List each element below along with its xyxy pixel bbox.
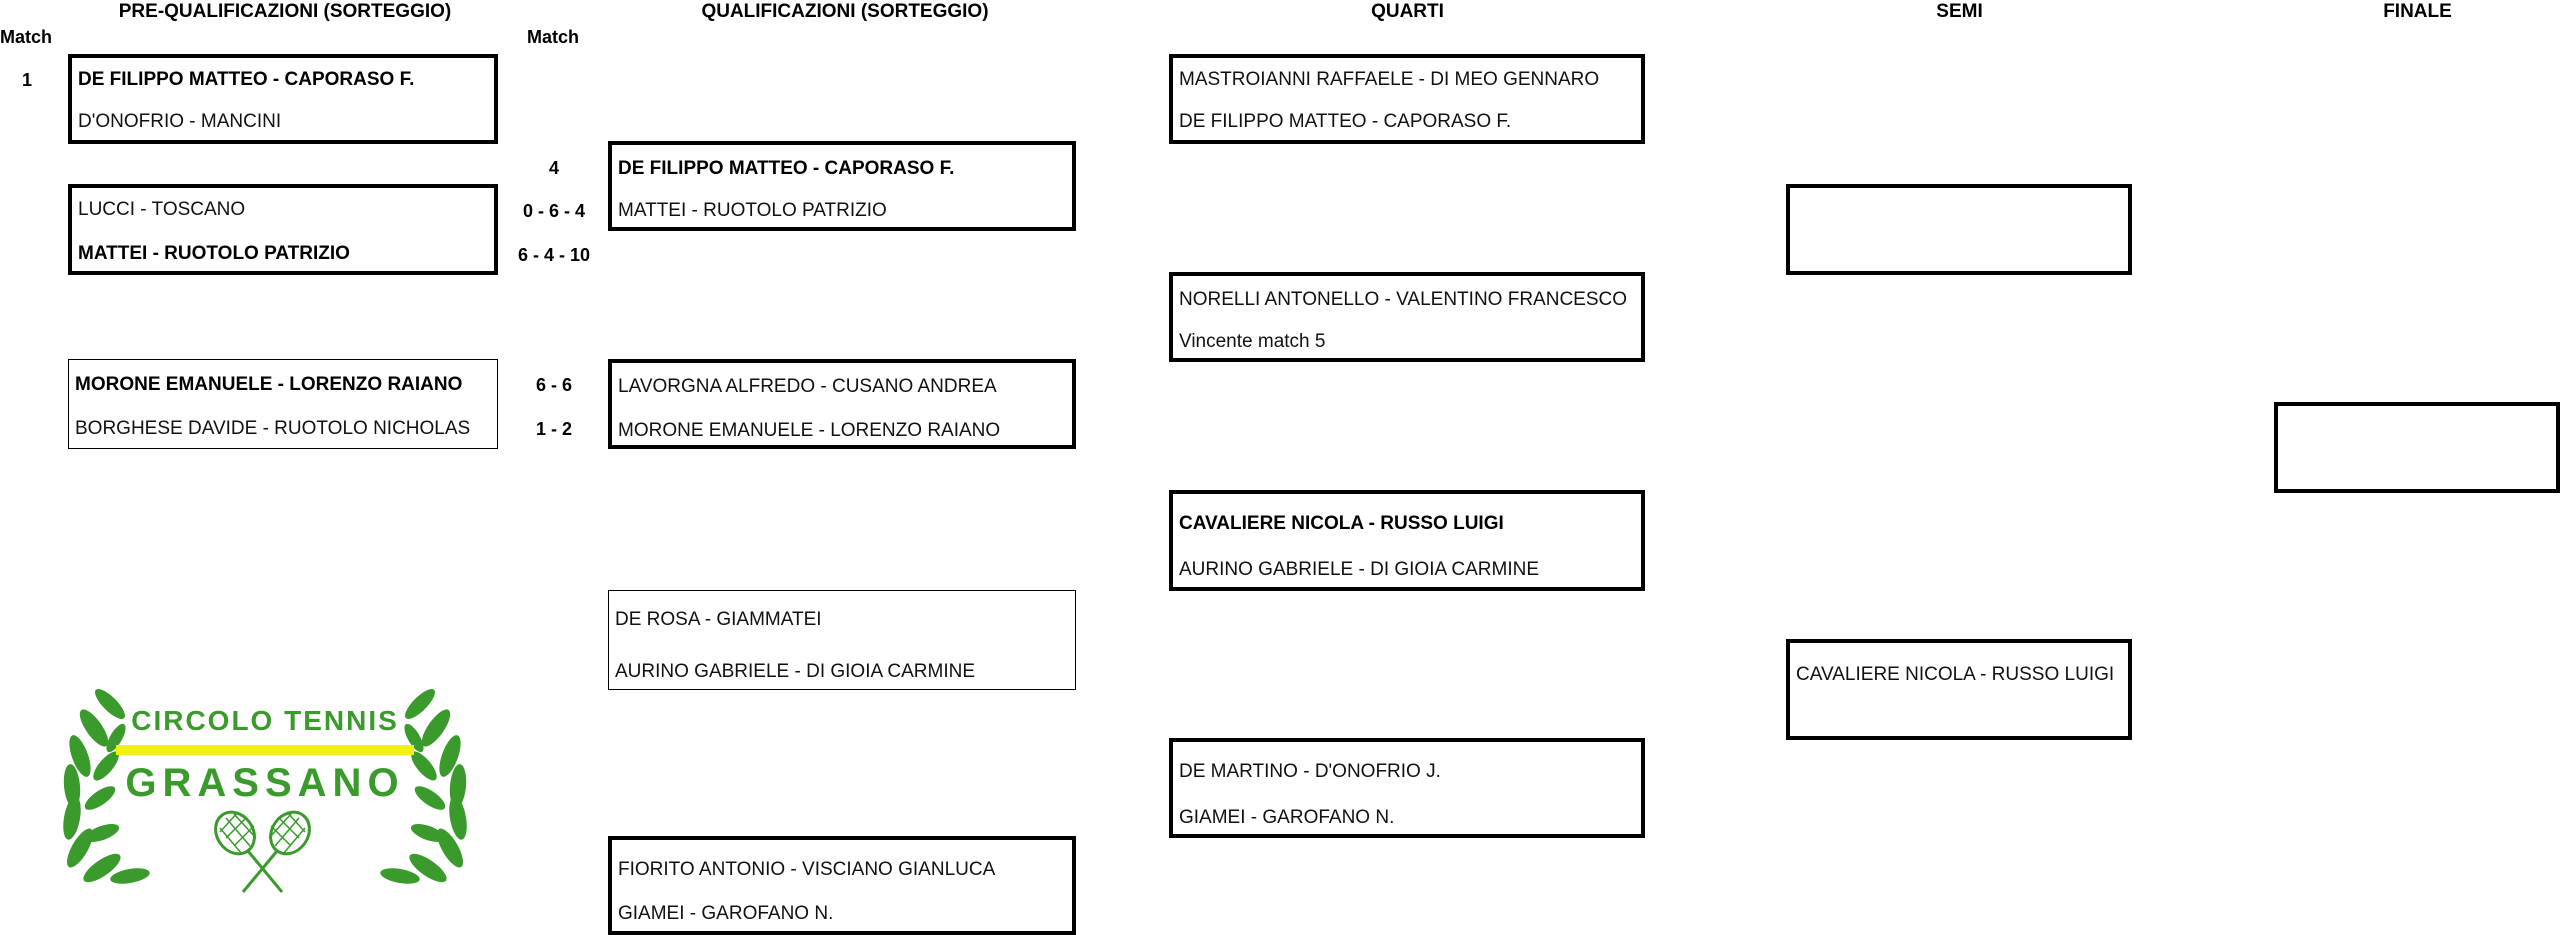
match-box-quarti-3 — [1169, 490, 1645, 591]
match-number: 4 — [548, 158, 559, 178]
header-finale: FINALE — [2383, 1, 2452, 22]
header-pre-qualificazioni: PRE-QUALIFICAZIONI (SORTEGGIO) — [118, 1, 452, 22]
logo-stripe — [116, 745, 414, 755]
team: D'ONOFRIO - MANCINI — [78, 111, 282, 132]
match-number: 1 — [22, 70, 33, 90]
team: GIAMEI - GAROFANO N. — [1179, 807, 1395, 828]
tennis-rackets-icon — [208, 805, 318, 892]
match-box-pre-3 — [68, 359, 498, 449]
team-winner: DE FILIPPO MATTEO - CAPORASO F. — [618, 158, 955, 179]
header-semi: SEMI — [1936, 1, 1983, 22]
team: GIAMEI - GAROFANO N. — [618, 903, 834, 924]
team: MORONE EMANUELE - LORENZO RAIANO — [618, 420, 1001, 441]
match-column-label-qual: Match — [527, 27, 580, 47]
team: NORELLI ANTONELLO - VALENTINO FRANCESCO — [1179, 289, 1628, 310]
match-box-finale — [2274, 402, 2560, 493]
match-box-quarti-2 — [1169, 272, 1645, 362]
match-box-semi-1 — [1786, 184, 2132, 275]
match-box-pre-1 — [68, 54, 498, 144]
team: DE FILIPPO MATTEO - CAPORASO F. — [1179, 111, 1512, 132]
team: BORGHESE DAVIDE - RUOTOLO NICHOLAS — [75, 418, 471, 439]
team: AURINO GABRIELE - DI GIOIA CARMINE — [1179, 559, 1540, 580]
match-box-quarti-1 — [1169, 54, 1645, 144]
match-box-qual-4 — [608, 141, 1076, 231]
team-winner: MATTEI - RUOTOLO PATRIZIO — [78, 243, 350, 264]
team: LUCCI - TOSCANO — [78, 199, 246, 220]
team-winner: MORONE EMANUELE - LORENZO RAIANO — [75, 374, 463, 395]
score: 6 - 4 - 10 — [517, 245, 591, 265]
team-winner: DE FILIPPO MATTEO - CAPORASO F. — [78, 69, 415, 90]
match-box-quarti-4 — [1169, 738, 1645, 838]
club-logo — [50, 668, 480, 908]
team: FIORITO ANTONIO - VISCIANO GIANLUCA — [618, 859, 996, 880]
team: MATTEI - RUOTOLO PATRIZIO — [618, 200, 887, 221]
team: AURINO GABRIELE - DI GIOIA CARMINE — [615, 661, 976, 682]
team: LAVORGNA ALFREDO - CUSANO ANDREA — [618, 376, 997, 397]
team: DE MARTINO - D'ONOFRIO J. — [1179, 761, 1441, 782]
team: Vincente match 5 — [1179, 331, 1326, 352]
team: MASTROIANNI RAFFAELE - DI MEO GENNARO — [1179, 69, 1600, 90]
header-quarti: QUARTI — [1371, 1, 1444, 22]
score: 1 - 2 — [535, 419, 573, 439]
team: DE ROSA - GIAMMATEI — [615, 609, 822, 630]
match-box-qual-6 — [608, 590, 1076, 690]
score: 6 - 6 — [535, 375, 573, 395]
team: CAVALIERE NICOLA - RUSSO LUIGI — [1796, 664, 2115, 685]
logo-line-2: GRASSANO — [125, 761, 405, 805]
match-box-pre-2 — [68, 184, 498, 275]
match-column-label: Match — [0, 27, 53, 47]
match-box-qual-5 — [608, 359, 1076, 449]
match-box-qual-7 — [608, 836, 1076, 935]
header-qualificazioni: QUALIFICAZIONI (SORTEGGIO) — [701, 1, 989, 22]
match-box-semi-2 — [1786, 639, 2132, 740]
logo-line-1: CIRCOLO TENNIS — [131, 705, 399, 736]
score: 0 - 6 - 4 — [522, 201, 586, 221]
team-winner: CAVALIERE NICOLA - RUSSO LUIGI — [1179, 513, 1504, 534]
